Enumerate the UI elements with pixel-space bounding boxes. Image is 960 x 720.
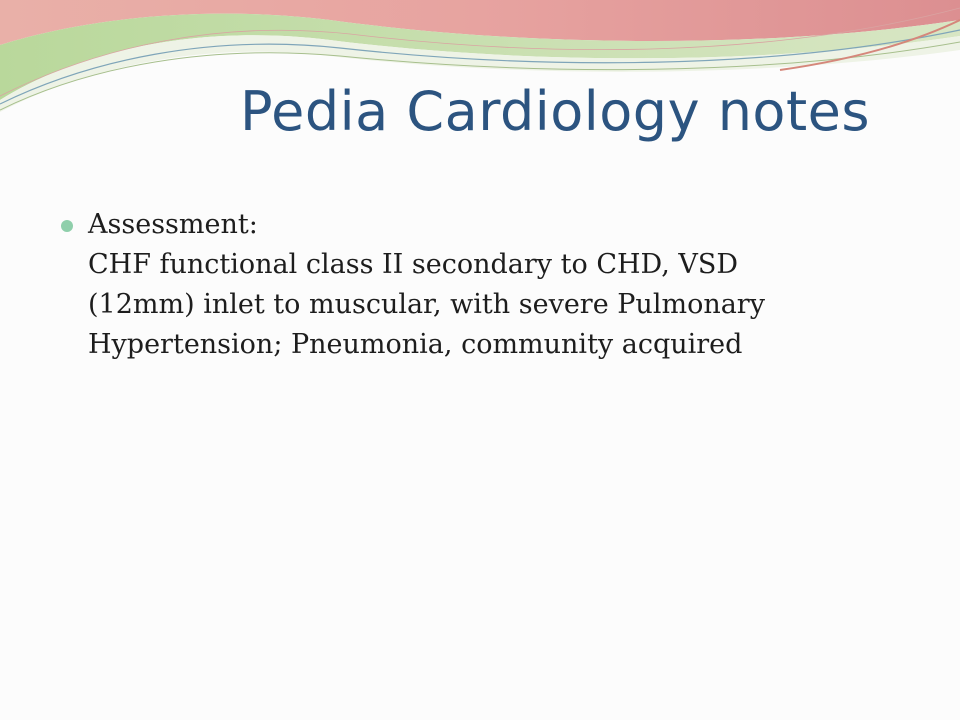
slide-title: Pedia Cardiology notes [240, 80, 870, 143]
bullet-item [60, 205, 860, 245]
bullet-dot-icon [61, 220, 73, 232]
bullet-heading: Assessment: [88, 209, 258, 240]
slide-content [60, 205, 860, 365]
bullet-body-text: CHF functional class II secondary to CHD, VSD (12mm) inlet to muscular, with severe Pulmonary Hypertension; Pneumonia, community acquired [88, 249, 765, 360]
